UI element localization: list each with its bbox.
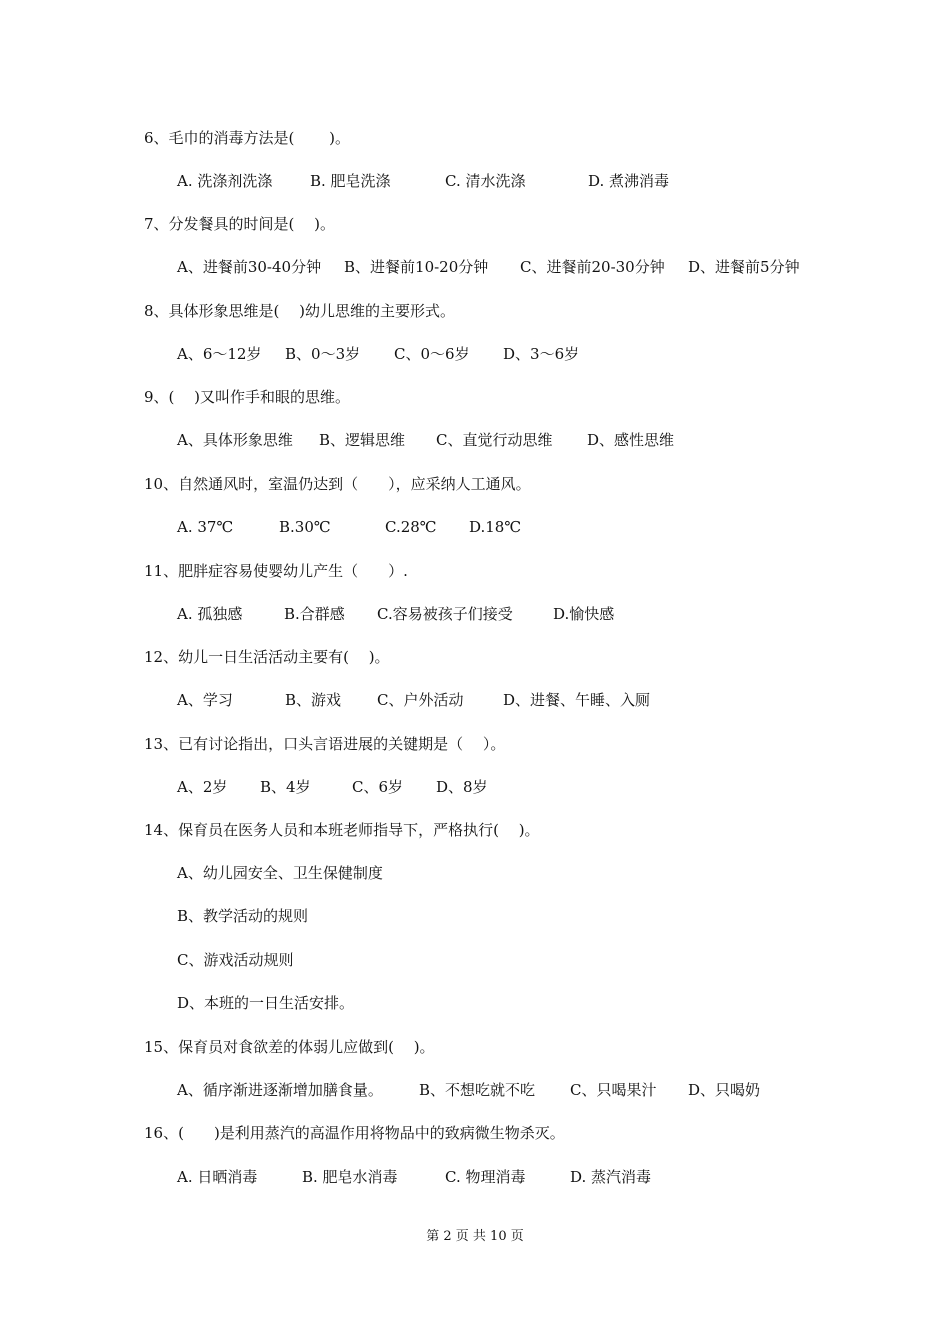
option-d: D、3～6岁	[503, 345, 580, 363]
option-a: A、进餐前30-40分钟	[177, 258, 322, 276]
option-a: A、2岁	[177, 778, 228, 796]
option-c: C、6岁	[352, 778, 404, 796]
option-a: A、学习	[177, 691, 233, 709]
option-c: C. 清水洗涤	[445, 172, 526, 190]
option-d: D、进餐、午睡、入厕	[503, 691, 651, 709]
option-b: B.30℃	[279, 518, 331, 536]
option-b: B、进餐前10-20分钟	[344, 258, 489, 276]
question-8: 8、具体形象思维是( )幼儿思维的主要形式。	[144, 302, 456, 320]
option-c: C、户外活动	[377, 691, 464, 709]
question-14-option-a: A、幼儿园安全、卫生保健制度	[177, 864, 383, 882]
option-b: B、逻辑思维	[319, 431, 406, 449]
option-a: A、6～12岁	[177, 345, 262, 363]
option-c: C、进餐前20-30分钟	[520, 258, 665, 276]
option-a: A、循序渐进逐渐增加膳食量。	[177, 1081, 383, 1099]
question-11: 11、肥胖症容易使婴幼儿产生（ ）.	[144, 562, 408, 580]
option-b: B. 肥皂洗涤	[310, 172, 391, 190]
option-b: B.合群感	[284, 605, 345, 623]
option-a: A. 37℃	[177, 518, 234, 536]
option-a: A、具体形象思维	[177, 431, 293, 449]
option-c: C、直觉行动思维	[436, 431, 553, 449]
question-14: 14、保育员在医务人员和本班老师指导下，严格执行( )。	[144, 821, 540, 839]
question-16: 16、( )是利用蒸汽的高温作用将物品中的致病微生物杀灭。	[144, 1124, 565, 1142]
option-b: B、4岁	[260, 778, 311, 796]
option-c: C.28℃	[385, 518, 437, 536]
option-c: C.容易被孩子们接受	[377, 605, 513, 623]
option-d: D、感性思维	[587, 431, 675, 449]
option-d: D. 蒸汽消毒	[570, 1168, 652, 1186]
option-a: A. 洗涤剂洗涤	[177, 172, 273, 190]
question-7: 7、分发餐具的时间是( )。	[144, 215, 336, 233]
question-14-option-c: C、游戏活动规则	[177, 951, 294, 969]
question-15: 15、保育员对食欲差的体弱儿应做到( )。	[144, 1038, 435, 1056]
option-d: D. 煮沸消毒	[588, 172, 670, 190]
option-c: C、0～6岁	[394, 345, 470, 363]
option-c: C、只喝果汁	[570, 1081, 657, 1099]
question-9: 9、( )又叫作手和眼的思维。	[144, 388, 351, 406]
option-b: B、0～3岁	[285, 345, 361, 363]
option-b: B、不想吃就不吃	[419, 1081, 536, 1099]
option-d: D、进餐前5分钟	[688, 258, 800, 276]
option-a: A. 日晒消毒	[177, 1168, 258, 1186]
question-10: 10、自然通风时，室温仍达到（ ），应采纳人工通风。	[144, 475, 531, 493]
option-d: D.18℃	[469, 518, 522, 536]
option-d: D、8岁	[436, 778, 488, 796]
question-14-option-d: D、本班的一日生活安排。	[177, 994, 355, 1012]
option-b: B. 肥皂水消毒	[302, 1168, 398, 1186]
option-b: B、游戏	[285, 691, 342, 709]
option-d: D.愉快感	[553, 605, 615, 623]
option-a: A. 孤独感	[177, 605, 243, 623]
question-6: 6、毛巾的消毒方法是( )。	[144, 129, 351, 147]
option-c: C. 物理消毒	[445, 1168, 526, 1186]
page-footer: 第 2 页 共 10 页	[426, 1229, 524, 1244]
option-d: D、只喝奶	[688, 1081, 761, 1099]
question-13: 13、已有讨论指出，口头言语进展的关键期是（ ）。	[144, 735, 506, 753]
question-12: 12、幼儿一日生活活动主要有( )。	[144, 648, 390, 666]
question-14-option-b: B、教学活动的规则	[177, 907, 309, 925]
